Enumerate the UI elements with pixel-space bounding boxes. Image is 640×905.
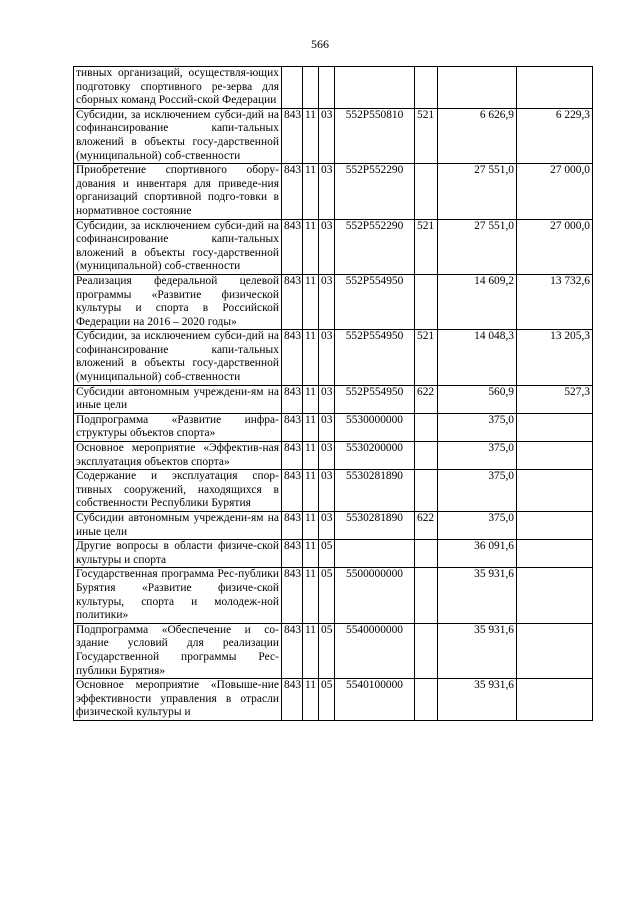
section-code-cell: 11	[303, 470, 319, 512]
table-row	[74, 679, 593, 721]
department-code-cell: 843	[282, 385, 303, 413]
expense-type-cell: 622	[415, 385, 438, 413]
section-code-cell: 11	[303, 540, 319, 568]
amount-year2-cell: 527,3	[517, 385, 593, 413]
amount-year2-cell	[517, 679, 593, 721]
expense-type-cell	[415, 568, 438, 623]
section-code-cell	[303, 67, 319, 109]
department-code-cell: 843	[282, 108, 303, 163]
department-code-cell	[282, 67, 303, 109]
department-code-cell: 843	[282, 164, 303, 219]
subsection-code-cell	[319, 67, 335, 109]
table-row	[74, 274, 593, 329]
subsection-code-cell: 03	[319, 385, 335, 413]
department-code-cell: 843	[282, 679, 303, 721]
amount-year1-cell: 35 931,6	[438, 679, 517, 721]
section-code-cell: 11	[303, 413, 319, 441]
target-article-cell: 5530000000	[335, 413, 415, 441]
amount-year1-cell: 375,0	[438, 470, 517, 512]
table-row	[74, 385, 593, 413]
target-article-cell: 5540100000	[335, 679, 415, 721]
expense-type-cell	[415, 164, 438, 219]
expense-type-cell	[415, 540, 438, 568]
expense-type-cell	[415, 623, 438, 678]
amount-year1-cell: 27 551,0	[438, 164, 517, 219]
department-code-cell: 843	[282, 470, 303, 512]
subsection-code-cell: 03	[319, 330, 335, 385]
subsection-code-cell: 03	[319, 108, 335, 163]
page-number: 566	[311, 37, 329, 51]
amount-year1-cell: 375,0	[438, 442, 517, 470]
target-article-cell: 552P550810	[335, 108, 415, 163]
subsection-code-cell: 03	[319, 219, 335, 274]
item-name-cell: Содержание и эксплуатация спор-тивных сооружений, находящихся в собственности Республики Бурятия	[74, 470, 282, 512]
item-name-cell: Основное мероприятие «Повыше-ние эффективности управления в отрасли физической культуры и	[74, 679, 282, 721]
target-article-cell: 552P552290	[335, 219, 415, 274]
amount-year1-cell	[438, 67, 517, 109]
target-article-cell: 5500000000	[335, 568, 415, 623]
budget-table	[73, 66, 593, 721]
department-code-cell: 843	[282, 623, 303, 678]
expense-type-cell: 521	[415, 219, 438, 274]
department-code-cell: 843	[282, 413, 303, 441]
amount-year1-cell: 14 048,3	[438, 330, 517, 385]
subsection-code-cell: 03	[319, 164, 335, 219]
amount-year1-cell: 35 931,6	[438, 568, 517, 623]
department-code-cell: 843	[282, 330, 303, 385]
department-code-cell: 843	[282, 274, 303, 329]
subsection-code-cell: 03	[319, 442, 335, 470]
amount-year2-cell	[517, 470, 593, 512]
expense-type-cell	[415, 274, 438, 329]
amount-year2-cell	[517, 512, 593, 540]
amount-year2-cell	[517, 67, 593, 109]
amount-year1-cell: 36 091,6	[438, 540, 517, 568]
department-code-cell: 843	[282, 540, 303, 568]
amount-year2-cell: 13 205,3	[517, 330, 593, 385]
section-code-cell: 11	[303, 623, 319, 678]
item-name-cell: Реализация федеральной целевой программы «Развитие физической культуры и спорта в Российской Федерации на 2016 – 2020 годы»	[74, 274, 282, 329]
amount-year1-cell: 35 931,6	[438, 623, 517, 678]
table-row	[74, 67, 593, 109]
amount-year2-cell	[517, 623, 593, 678]
subsection-code-cell: 05	[319, 679, 335, 721]
target-article-cell	[335, 67, 415, 109]
amount-year1-cell: 560,9	[438, 385, 517, 413]
table-row	[74, 219, 593, 274]
section-code-cell: 11	[303, 442, 319, 470]
amount-year2-cell: 27 000,0	[517, 219, 593, 274]
section-code-cell: 11	[303, 274, 319, 329]
amount-year2-cell: 13 732,6	[517, 274, 593, 329]
subsection-code-cell: 05	[319, 540, 335, 568]
expense-type-cell	[415, 413, 438, 441]
item-name-cell: Субсидии автономным учреждени-ям на иные цели	[74, 385, 282, 413]
table-row	[74, 108, 593, 163]
amount-year1-cell: 27 551,0	[438, 219, 517, 274]
item-name-cell: Подпрограмма «Развитие инфра-структуры объектов спорта»	[74, 413, 282, 441]
amount-year2-cell	[517, 540, 593, 568]
target-article-cell: 5540000000	[335, 623, 415, 678]
section-code-cell: 11	[303, 385, 319, 413]
target-article-cell	[335, 540, 415, 568]
expense-type-cell: 521	[415, 330, 438, 385]
target-article-cell: 5530281890	[335, 470, 415, 512]
department-code-cell: 843	[282, 568, 303, 623]
table-row	[74, 330, 593, 385]
subsection-code-cell: 05	[319, 568, 335, 623]
expense-type-cell	[415, 679, 438, 721]
item-name-cell: Подпрограмма «Обеспечение и со-здание условий для реализации Государственной программы Рес-публики Бурятия»	[74, 623, 282, 678]
department-code-cell: 843	[282, 219, 303, 274]
item-name-cell: Субсидии, за исключением субси-дий на софинансирование капи-тальных вложений в объекты госу-дарственной (муниципальной) соб-ственности	[74, 219, 282, 274]
amount-year2-cell	[517, 442, 593, 470]
amount-year2-cell: 27 000,0	[517, 164, 593, 219]
subsection-code-cell: 03	[319, 470, 335, 512]
amount-year2-cell	[517, 568, 593, 623]
section-code-cell: 11	[303, 512, 319, 540]
target-article-cell: 552P552290	[335, 164, 415, 219]
subsection-code-cell: 03	[319, 512, 335, 540]
section-code-cell: 11	[303, 330, 319, 385]
subsection-code-cell: 05	[319, 623, 335, 678]
table-body	[74, 67, 593, 721]
item-name-cell: Другие вопросы в области физиче-ской культуры и спорта	[74, 540, 282, 568]
item-name-cell: Субсидии, за исключением субси-дий на софинансирование капи-тальных вложений в объекты госу-дарственной (муниципальной) соб-ственности	[74, 330, 282, 385]
amount-year1-cell: 375,0	[438, 512, 517, 540]
subsection-code-cell: 03	[319, 274, 335, 329]
item-name-cell: Субсидии, за исключением субси-дий на софинансирование капи-тальных вложений в объекты госу-дарственной (муниципальной) соб-ственности	[74, 108, 282, 163]
amount-year2-cell	[517, 413, 593, 441]
amount-year1-cell: 375,0	[438, 413, 517, 441]
expense-type-cell: 521	[415, 108, 438, 163]
department-code-cell: 843	[282, 512, 303, 540]
target-article-cell: 552P554950	[335, 330, 415, 385]
amount-year2-cell: 6 229,3	[517, 108, 593, 163]
table-row	[74, 413, 593, 441]
expense-type-cell	[415, 442, 438, 470]
section-code-cell: 11	[303, 679, 319, 721]
table-row	[74, 540, 593, 568]
target-article-cell: 552P554950	[335, 385, 415, 413]
target-article-cell: 5530200000	[335, 442, 415, 470]
table-row	[74, 442, 593, 470]
table-row	[74, 164, 593, 219]
item-name-cell: Основное мероприятие «Эффектив-ная эксплуатация объектов спорта»	[74, 442, 282, 470]
section-code-cell: 11	[303, 568, 319, 623]
target-article-cell: 5530281890	[335, 512, 415, 540]
amount-year1-cell: 14 609,2	[438, 274, 517, 329]
subsection-code-cell: 03	[319, 413, 335, 441]
table-row	[74, 568, 593, 623]
department-code-cell: 843	[282, 442, 303, 470]
expense-type-cell	[415, 470, 438, 512]
table-row	[74, 470, 593, 512]
section-code-cell: 11	[303, 108, 319, 163]
section-code-cell: 11	[303, 219, 319, 274]
item-name-cell: Субсидии автономным учреждени-ям на иные цели	[74, 512, 282, 540]
item-name-cell: Государственная программа Рес-публики Бурятия «Развитие физиче-ской культуры, спорта и молодеж-ной политики»	[74, 568, 282, 623]
table-row	[74, 512, 593, 540]
amount-year1-cell: 6 626,9	[438, 108, 517, 163]
expense-type-cell	[415, 67, 438, 109]
item-name-cell: тивных организаций, осуществля-ющих подготовку спортивного ре-зерва для сборных команд Россий-ской Федерации	[74, 67, 282, 109]
item-name-cell: Приобретение спортивного обору-дования и инвентаря для приведе-ния организаций спортивной подго-товки в нормативное состояние	[74, 164, 282, 219]
expense-type-cell: 622	[415, 512, 438, 540]
table-row	[74, 623, 593, 678]
section-code-cell: 11	[303, 164, 319, 219]
target-article-cell: 552P554950	[335, 274, 415, 329]
